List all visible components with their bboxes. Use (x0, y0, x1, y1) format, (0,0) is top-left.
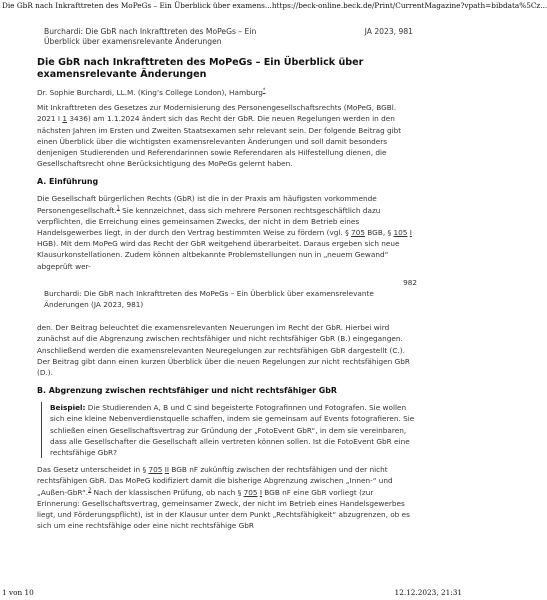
law-ref-link[interactable]: 1 (62, 114, 68, 124)
author-name: Dr. Sophie Burchardi, LL.M. (King’s College London), Hamburg (37, 88, 263, 97)
article-content (37, 27, 417, 532)
print-footer (2, 588, 462, 598)
law-ref-link[interactable]: I (409, 228, 412, 238)
section-b-heading: B. Abgrenzung zwischen rechtsfähiger und nicht rechtsfähiger GbR (37, 386, 337, 396)
page-break-citation: Burchardi: Die GbR nach Inkrafttreten des MoPeGs – Ein Überblick über examensrelevante Änderungen (JA 2023, 981) (44, 288, 374, 310)
section-a-paragraph-2: den. Der Beitrag beleuchtet die examensrelevanten Neuerungen im Recht der GbR. Hierbei wird zunächst auf die Abgrenzung zwischen rechtsfähiger und nicht rechtsfähiger GbR (B.) eingegangen. Anschließend werden die examensrelevanten Neuregelungen zur rechtsfähigen GbR dargestellt (C.). Der Beitrag gibt dann einen kurzen Überblick über die neuen Regelungen zur nicht rechtsfähigen GbR (D.). (37, 323, 410, 378)
print-header-title: Die GbR nach Inkrafttreten des MoPeGs – Ein Überblick über examens... (2, 1, 272, 10)
print-datetime: 12.12.2023, 21:31 (394, 588, 462, 597)
section-b-paragraph-1: Das Gesetz unterscheidet in § 705 II BGB nF zukünftig zwischen der rechtsfähigen und der nicht rechtsfähigen GbR. Das MoPeG kodifiziert damit die bisherige Abgrenzung zwischen „Innen-“ und „Außen-GbR“.$^2$ Nach der klassischen Prüfung, ob nach § 705 I BGB nF eine GbR vorliegt (zur Erinnerung: Gesellschaftsvertrag, gemeinsamer Zweck, der nicht im Betrieb eines Handelsgewerbes liegt, und Förderungspflicht), ist in der Klausur unter dem Punkt „Rechtsfähigkeit“ abzugrenzen, ob es sich um eine rechtsfähige oder eine nicht rechtsfähige GbR (37, 465, 410, 531)
section-a-paragraph-1: Die Gesellschaft bürgerlichen Rechts (GbR) ist die in der Praxis am häufigsten vorkommende Personengesellschaft.$^1$ Sie kennzeichnet, dass sich mehrere Personen rechtsgeschäftlich dazu verpflichten, die Erreichung eines gemeinsamen Zwecks, der nicht in dem Betrieb eines Handelsgewerbes liegt, in der durch den Vertrag bestimmten Weise zu fördern (vgl. § 705 BGB, § 105 I HGB). Mit dem MoPeG wird das Recht der GbR weitgehend überarbeitet. Daraus ergeben sich neue Klausurkonstellationen. Zudem können altbekannte Problemstellungen nun in „neuem Gewand“ abgeprüft wer- (37, 194, 412, 271)
citation-text: Burchardi: Die GbR nach Inkrafttreten des MoPeGs – Ein Überblick über examensrelevante Änderungen (44, 27, 257, 46)
law-ref-link[interactable]: II (164, 465, 170, 475)
citation-header (37, 27, 417, 47)
law-ref-link[interactable]: 705 (243, 487, 258, 497)
law-ref-link[interactable]: 705 (148, 465, 163, 475)
print-header (2, 1, 547, 11)
author-line (37, 87, 417, 98)
law-ref-link[interactable]: 705 (351, 228, 365, 238)
article-title: Die GbR nach Inkrafttreten des MoPeGs – Ein Überblick über examensrelevante Änderungen (37, 57, 364, 80)
law-ref-link[interactable]: I (259, 487, 262, 497)
page-break-number: 982 (403, 277, 417, 287)
print-header-url: https://beck-online.beck.de/Print/CurrentMagazine?vpath=bibdata%5Cz... (271, 1, 547, 10)
footnote-ref-2[interactable]: 2 (88, 487, 92, 494)
example-box (41, 402, 417, 458)
example-paragraph: Beispiel: Die Studierenden A, B und C sind begeisterte Fotografinnen und Fotografen. Sie wollen sich eine kleine Nebenverdienstquelle schaffen, indem sie gemeinsam auf Events fotografieren. Sie schließen einen Gesellschaftsvertrag zur Gründung der „FotoEvent GbR“, in dem sie vereinbaren, dass alle Gesellschafter die Gesellschaft allein vertreten können sollen. Ist die FotoEvent GbR eine rechtsfähige GbR? (50, 403, 415, 458)
section-a-heading: A. Einführung (37, 177, 99, 187)
citation-source: JA 2023, 981 (364, 27, 413, 36)
page-counter: 1 von 10 (2, 588, 34, 597)
law-ref-link[interactable]: 105 (393, 228, 408, 238)
intro-paragraph: Mit Inkrafttreten des Gesetzes zur Modernisierung des Personengesellschaftsrechts (MoPeG, BGBl. 2021 I 1 3436) am 1.1.2024 ändert sich das Recht der GbR. Die neuen Regelungen werden in den nächsten Jahren im Ersten und Zweiten Staatsexamen sehr relevant sein. Der folgende Beitrag gibt einen Überblick über die wichtigsten examensrelevanten Änderungen und soll damit besonders denjenigen Studierenden und Referendarinnen sowie Referendaren als Hilfestellung dienen, die Gesellschaftsrecht ohne Berücksichtigung des MoPeGs gelernt haben. (37, 103, 402, 169)
footnote-ref-author[interactable]: * (262, 87, 266, 94)
example-label: Beispiel: (50, 403, 86, 413)
footnote-ref-1[interactable]: 1 (116, 205, 120, 212)
